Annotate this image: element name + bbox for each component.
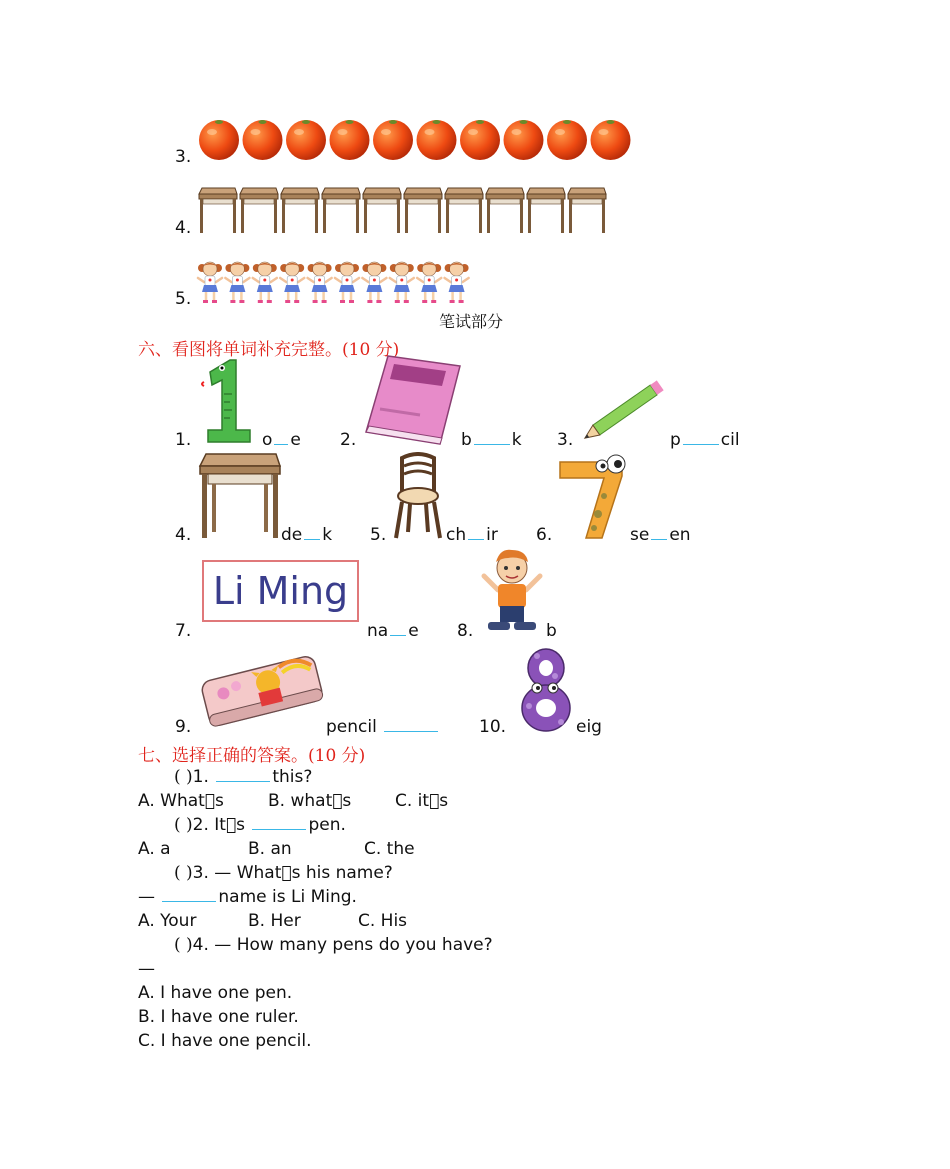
item-number: 4. xyxy=(175,525,192,545)
number-eight-icon xyxy=(517,646,575,734)
option-c[interactable]: C. the xyxy=(364,839,415,859)
word-part: na xyxy=(367,621,389,641)
item-number: 1. xyxy=(175,430,192,450)
word-part: de xyxy=(281,525,303,545)
word-blank-seven[interactable] xyxy=(630,525,691,545)
word-blank-book[interactable] xyxy=(461,430,522,450)
item-number: 6. xyxy=(536,525,553,545)
book-icon xyxy=(360,354,464,446)
question-text: 1. xyxy=(192,767,209,787)
word-part: cil xyxy=(720,430,740,450)
question-1 xyxy=(174,767,312,787)
section6-heading: 六、看图将单词补充完整。(10 分) xyxy=(138,340,400,360)
item-number: 3. xyxy=(175,147,192,167)
pencil-case-icon xyxy=(198,650,326,732)
desk-icon xyxy=(527,188,565,233)
word-part: o xyxy=(262,430,273,450)
option-c[interactable]: C. His xyxy=(358,911,408,931)
apple-icon xyxy=(460,120,500,160)
blank-line[interactable] xyxy=(252,827,306,830)
option-b[interactable]: B. what s xyxy=(268,791,352,811)
word-blank-boy[interactable] xyxy=(546,621,557,641)
desk-icon xyxy=(363,188,401,233)
boy-icon xyxy=(478,546,546,634)
item-number: 8. xyxy=(457,621,474,641)
girl-icon xyxy=(445,262,469,303)
girls-row xyxy=(196,258,481,306)
apple-icon xyxy=(591,120,631,160)
question-text: name is Li Ming. xyxy=(218,887,357,907)
desk-icon xyxy=(198,450,282,540)
blank-line[interactable] xyxy=(162,899,216,902)
girl-icon xyxy=(225,262,249,303)
apple-icon xyxy=(286,120,326,160)
question-text: pen. xyxy=(308,815,346,835)
question-text: 4. — How many pens do you have? xyxy=(192,935,493,955)
word-part: eig xyxy=(576,717,602,737)
apple-icon xyxy=(547,120,587,160)
word-part: se xyxy=(630,525,650,545)
name-card-text: Li Ming xyxy=(212,569,349,613)
option-c[interactable]: C. it s xyxy=(395,791,449,811)
word-part: k xyxy=(511,430,522,450)
desk-icon xyxy=(199,188,237,233)
item-number: 3. xyxy=(557,430,574,450)
blank-line[interactable] xyxy=(390,633,406,636)
chair-icon xyxy=(392,452,444,540)
girl-icon xyxy=(198,262,222,303)
word-part: en xyxy=(669,525,691,545)
word-part: k xyxy=(322,525,333,545)
question-4-reply: — xyxy=(138,959,155,979)
item-number: 5. xyxy=(370,525,387,545)
apple-icon xyxy=(417,120,457,160)
question-4 xyxy=(174,935,493,955)
question-text: this? xyxy=(272,767,313,787)
word-blank-desk[interactable] xyxy=(281,525,332,545)
word-part: ch xyxy=(446,525,467,545)
desk-icon xyxy=(568,188,606,233)
dash: — xyxy=(138,887,155,907)
girl-icon xyxy=(253,262,277,303)
desk-icon xyxy=(486,188,524,233)
apple-icon xyxy=(243,120,283,160)
apple-icon xyxy=(330,120,370,160)
word-part: e xyxy=(290,430,301,450)
option-a[interactable]: A. I have one pen. xyxy=(138,983,293,1003)
answer-paren[interactable]: ( ) xyxy=(174,935,193,955)
girl-icon xyxy=(417,262,441,303)
desks-row xyxy=(198,186,618,236)
word-part: b xyxy=(461,430,472,450)
question-text: 3. — What s his name? xyxy=(192,863,393,883)
question-3 xyxy=(174,863,393,883)
desk-icon xyxy=(240,188,278,233)
blank-line[interactable] xyxy=(274,442,288,445)
option-b[interactable]: B. an xyxy=(248,839,292,859)
question-3-reply xyxy=(138,887,357,907)
question-text: 2. It s xyxy=(192,815,246,835)
girl-icon xyxy=(280,262,304,303)
word-part: b xyxy=(546,621,557,641)
option-a[interactable]: A. Your xyxy=(138,911,197,931)
option-a[interactable]: A. a xyxy=(138,839,171,859)
option-b[interactable]: B. I have one ruler. xyxy=(138,1007,299,1027)
girl-icon xyxy=(335,262,359,303)
word-blank-name[interactable] xyxy=(367,621,419,641)
word-blank-pencil[interactable] xyxy=(670,430,740,450)
word-blank-one[interactable] xyxy=(262,430,301,450)
desk-icon xyxy=(404,188,442,233)
word-blank-chair[interactable] xyxy=(446,525,498,545)
word-part: ir xyxy=(486,525,498,545)
girl-icon xyxy=(362,262,386,303)
apple-icon xyxy=(504,120,544,160)
number-seven-icon xyxy=(558,452,630,540)
section7-heading: 七、选择正确的答案。(10 分) xyxy=(138,746,366,766)
item-number: 10. xyxy=(479,717,507,737)
pencil-icon xyxy=(576,374,674,446)
item-number: 5. xyxy=(175,289,192,309)
blank-line[interactable] xyxy=(304,537,320,540)
apple-icon xyxy=(373,120,413,160)
option-b[interactable]: B. Her xyxy=(248,911,301,931)
number-one-icon xyxy=(200,358,260,444)
blank-line[interactable] xyxy=(651,537,667,540)
apple-icon xyxy=(199,120,239,160)
item-number: 7. xyxy=(175,621,192,641)
word-blank-eight[interactable] xyxy=(576,717,602,737)
answer-paren[interactable]: ( ) xyxy=(174,767,193,787)
word-part: pencil xyxy=(326,717,377,737)
apples-row xyxy=(198,116,638,164)
name-card xyxy=(202,560,359,622)
word-part: p xyxy=(670,430,681,450)
blank-line[interactable] xyxy=(468,537,484,540)
answer-paren[interactable]: ( ) xyxy=(174,815,193,835)
blank-line[interactable] xyxy=(683,442,719,445)
option-c[interactable]: C. I have one pencil. xyxy=(138,1031,312,1051)
item-number: 4. xyxy=(175,218,192,238)
word-part: e xyxy=(408,621,419,641)
blank-line[interactable] xyxy=(474,442,510,445)
blank-line[interactable] xyxy=(384,729,438,732)
desk-icon xyxy=(281,188,319,233)
word-blank-pencil-case[interactable] xyxy=(326,717,440,737)
answer-paren[interactable]: ( ) xyxy=(174,863,193,883)
question-2 xyxy=(174,815,346,835)
desk-icon xyxy=(445,188,483,233)
girl-icon xyxy=(390,262,414,303)
desk-icon xyxy=(322,188,360,233)
written-part-title: 笔试部分 xyxy=(439,312,504,331)
item-number: 2. xyxy=(340,430,357,450)
blank-line[interactable] xyxy=(216,779,270,782)
girl-icon xyxy=(308,262,332,303)
item-number: 9. xyxy=(175,717,192,737)
option-a[interactable]: A. What s xyxy=(138,791,224,811)
